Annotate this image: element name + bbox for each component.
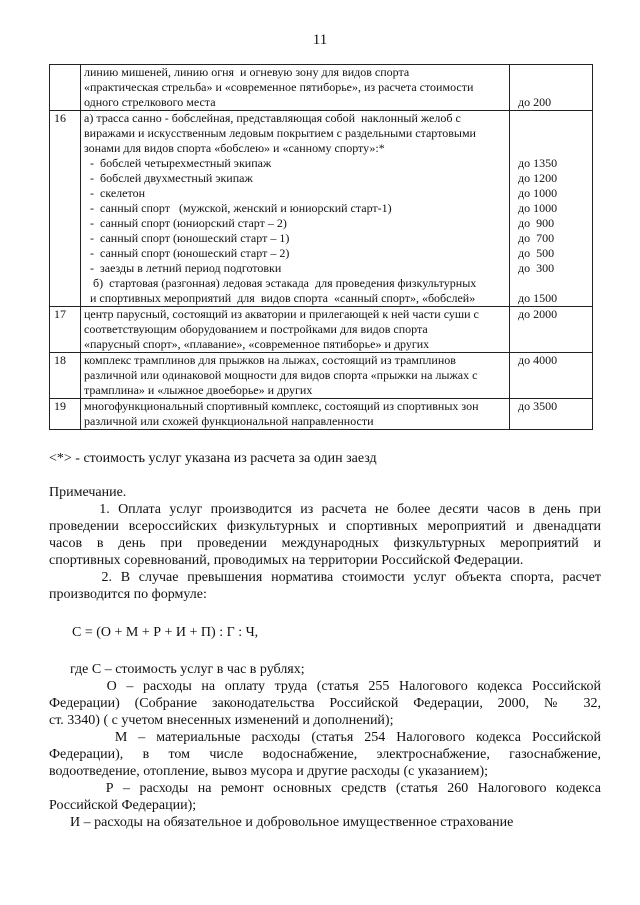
definition-line: О – расходы на оплату труда (статья 255 Налогового кодекса Российской bbox=[49, 679, 601, 694]
row-price bbox=[510, 111, 593, 307]
price-value bbox=[518, 276, 589, 291]
price-value bbox=[518, 322, 589, 337]
price-value: до 1200 bbox=[518, 171, 558, 185]
description-line: «практическая стрельба» и «современное пятиборье», из расчета стоимости bbox=[84, 80, 474, 94]
description-line: и спортивных мероприятий для видов спорта «санный спорт», «бобслей» bbox=[84, 291, 476, 305]
row-description bbox=[81, 111, 510, 307]
definition-line: Федерации) (Собрание законодательства Российской Федерации, 2000, № 32, bbox=[49, 696, 601, 711]
price-value bbox=[518, 414, 589, 429]
price-value: до 4000 bbox=[518, 353, 558, 367]
price-value bbox=[518, 383, 589, 398]
price-table bbox=[49, 64, 593, 430]
price-value: до 300 bbox=[518, 261, 555, 275]
definition-line: где С – стоимость услуг в час в рублях; bbox=[49, 662, 305, 677]
price-value: до 1000 bbox=[518, 201, 558, 215]
description-line: - бобслей четырехместный экипаж bbox=[84, 156, 272, 170]
row-price bbox=[510, 65, 593, 111]
description-line: - скелетон bbox=[84, 186, 146, 200]
price-value: до 1000 bbox=[518, 186, 558, 200]
description-line: одного стрелкового места bbox=[84, 95, 216, 109]
description-line: комплекс трамплинов для прыжков на лыжах, состоящий из трамплинов bbox=[84, 353, 456, 367]
price-value bbox=[518, 126, 589, 141]
price-value: до 200 bbox=[518, 95, 552, 109]
text-line: производится по формуле: bbox=[49, 587, 207, 602]
note-title: Примечание. bbox=[49, 485, 127, 500]
footnote: <*> - стоимость услуг указана из расчета за один заезд bbox=[49, 451, 377, 466]
description-line: - санный спорт (юниорский старт – 2) bbox=[84, 216, 287, 230]
price-value: до 2000 bbox=[518, 307, 558, 321]
description-line: - заезды в летний период подготовки bbox=[84, 261, 282, 275]
definition-line: ст. 3340) ( с учетом внесенных изменений и дополнений); bbox=[49, 713, 394, 728]
row-description bbox=[81, 399, 510, 430]
price-value: до 3500 bbox=[518, 399, 558, 413]
price-value bbox=[518, 141, 589, 156]
note-paragraph-2 bbox=[49, 569, 601, 603]
price-value: до 500 bbox=[518, 246, 555, 260]
description-line: центр парусный, состоящий из акватории и прилегающей к ней части суши с bbox=[84, 307, 479, 321]
description-line: «парусный спорт», «плавание», «современное пятиборье» и других bbox=[84, 337, 430, 351]
description-line: виражами и искусственным ледовым покрытием с раздельными стартовыми bbox=[84, 126, 476, 140]
description-line: трамплина» и «лыжное двоеборье» и других bbox=[84, 383, 313, 397]
text-line: проведении всероссийских физкультурных и спортивных мероприятий и двенадцати bbox=[49, 519, 601, 534]
description-line: б) стартовая (разгонная) ледовая эстакада для проведения физкультурных bbox=[84, 276, 477, 290]
description-line: зонами для видов спорта «бобслею» и «санному спорту»:* bbox=[84, 141, 385, 155]
definition-line: Российской Федерации); bbox=[49, 798, 197, 813]
description-line: соответствующим оборудованием и постройками для видов спорта bbox=[84, 322, 428, 336]
row-number: 19 bbox=[50, 399, 81, 430]
table-row bbox=[50, 111, 593, 307]
row-price bbox=[510, 353, 593, 399]
price-value bbox=[518, 80, 589, 95]
price-value bbox=[518, 337, 589, 352]
description-line: - санный спорт (юношеский старт – 2) bbox=[84, 246, 290, 260]
note-paragraph-1 bbox=[49, 501, 601, 569]
price-value bbox=[518, 65, 589, 80]
text-line: 2. В случае превышения норматива стоимости услуг объекта спорта, расчет bbox=[49, 570, 601, 585]
text-line: часов в день при проведении международных физкультурных мероприятий и bbox=[49, 536, 601, 551]
row-number: 16 bbox=[50, 111, 81, 307]
description-line: - санный спорт (юношеский старт – 1) bbox=[84, 231, 290, 245]
table-row bbox=[50, 307, 593, 353]
description-line: - санный спорт (мужской, женский и юниорский старт-1) bbox=[84, 201, 392, 215]
definition-line: водоотведение, отопление, вывоз мусора и другие расходы (с указанием); bbox=[49, 764, 488, 779]
row-price bbox=[510, 399, 593, 430]
price-value bbox=[518, 111, 589, 126]
text-line: спортивных соревнований, проводимых на территории Российской Федерации. bbox=[49, 553, 524, 568]
row-number bbox=[50, 65, 81, 111]
text-line: 1. Оплата услуг производится из расчета не более десяти часов в день при bbox=[49, 502, 601, 517]
page-number: 11 bbox=[312, 32, 328, 48]
formula-definitions bbox=[49, 661, 601, 831]
row-number: 18 bbox=[50, 353, 81, 399]
description-line: а) трасса санно - бобслейная, представляющая собой наклонный желоб с bbox=[84, 111, 461, 125]
definition-line: Федерации), в том числе водоснабжение, электроснабжение, газоснабжение, bbox=[49, 747, 601, 762]
definition-line: И – расходы на обязательное и добровольное имущественное страхование bbox=[49, 815, 514, 830]
definition-line: Р – расходы на ремонт основных средств (статья 260 Налогового кодекса bbox=[49, 781, 601, 796]
price-value bbox=[518, 368, 589, 383]
row-description bbox=[81, 65, 510, 111]
price-value: до 1500 bbox=[518, 291, 558, 305]
row-number: 17 bbox=[50, 307, 81, 353]
price-value: до 1350 bbox=[518, 156, 558, 170]
table-row bbox=[50, 399, 593, 430]
row-description bbox=[81, 307, 510, 353]
description-line: различной или схожей функциональной направленности bbox=[84, 414, 374, 428]
description-line: - бобслей двухместный экипаж bbox=[84, 171, 253, 185]
description-line: различной или одинаковой мощности для видов спорта «прыжки на лыжах с bbox=[84, 368, 478, 382]
description-line: линию мишеней, линию огня и огневую зону для видов спорта bbox=[84, 65, 410, 79]
definition-line: М – материальные расходы (статья 254 Налогового кодекса Российской bbox=[49, 730, 601, 745]
price-value: до 700 bbox=[518, 231, 555, 245]
formula: С = (О + М + Р + И + П) : Г : Ч, bbox=[72, 625, 259, 640]
table-row bbox=[50, 65, 593, 111]
table-row bbox=[50, 353, 593, 399]
row-description bbox=[81, 353, 510, 399]
price-value: до 900 bbox=[518, 216, 555, 230]
description-line: многофункциональный спортивный комплекс, состоящий из спортивных зон bbox=[84, 399, 479, 413]
row-price bbox=[510, 307, 593, 353]
